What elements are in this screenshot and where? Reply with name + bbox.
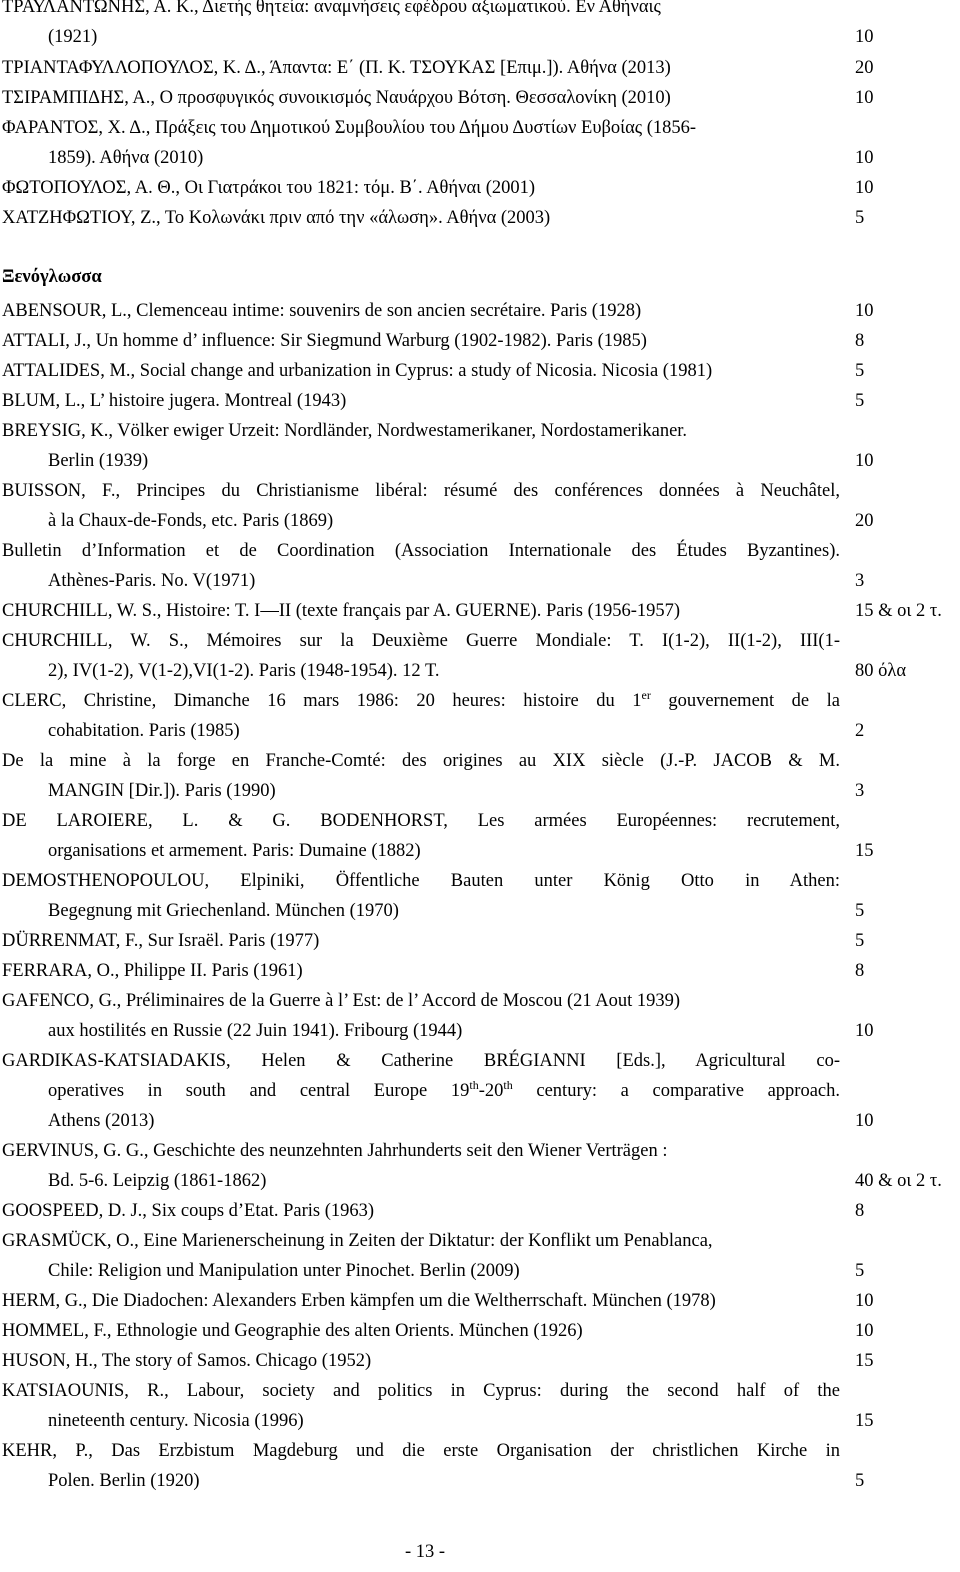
- foreign-entry: [2, 986, 874, 1046]
- foreign-entry: [2, 326, 865, 356]
- entry-line: 2), IV(1-2), V(1-2),VI(1-2). Paris (1948-1954). 12 T.: [48, 661, 440, 681]
- entry-line: Chile: Religion und Manipulation unter Pinochet. Berlin (2009): [48, 1261, 520, 1281]
- foreign-entry: [2, 626, 907, 686]
- entry-value: 10: [855, 1111, 874, 1131]
- foreign-entry: [2, 1136, 942, 1196]
- entry-line: DEMOSTHENOPOULOU, Elpiniki, Öffentliche Bauten unter König Otto in Athen:: [2, 871, 840, 891]
- entry-value: 8: [855, 961, 865, 981]
- entry-value: 10: [855, 148, 874, 168]
- entry-value: 15: [855, 1411, 874, 1431]
- entry-value: 5: [855, 931, 865, 951]
- entry-value: 20: [855, 511, 874, 531]
- entry-line: KEHR, P., Das Erzbistum Magdeburg und die erste Organisation der christlichen Kirche in: [2, 1441, 840, 1461]
- entry-value: 40 & οι 2 τ.: [855, 1171, 942, 1191]
- entry-value: 8: [855, 1201, 865, 1221]
- foreign-entry: [2, 356, 865, 386]
- foreign-entry: [2, 686, 865, 746]
- entry-line: GERVINUS, G. G., Geschichte des neunzehnten Jahrhunderts seit den Wiener Verträgen :: [2, 1141, 668, 1161]
- entry-line: cohabitation. Paris (1985): [48, 721, 240, 741]
- foreign-entry: [2, 1436, 865, 1496]
- entry-value: 10: [855, 88, 874, 108]
- entry-line: GOOSPEED, D. J., Six coups d’Etat. Paris (1963): [2, 1201, 375, 1221]
- entry-line: Bulletin d’Information et de Coordination (Association Internationale des Études Byzantines).: [2, 541, 840, 561]
- entry-value: 10: [855, 1291, 874, 1311]
- foreign-entry: [2, 1346, 874, 1376]
- entry-line: HERM, G., Die Diadochen: Alexanders Erben kämpfen um die Weltherrschaft. München (1978): [2, 1291, 716, 1311]
- entry-value: 10: [855, 178, 874, 198]
- entry-line: operatives in south and central Europe 19th-20th century: a comparative approach.: [48, 1078, 841, 1101]
- entry-line: aux hostilités en Russie (22 Juin 1941). Fribourg (1944): [48, 1021, 463, 1041]
- foreign-entry: [2, 1316, 874, 1346]
- entry-line: (1921): [48, 27, 98, 47]
- entry-line: HUSON, H., The story of Samos. Chicago (1952): [2, 1351, 372, 1371]
- foreign-entry: [2, 596, 942, 626]
- entry-value: 80 όλα: [855, 661, 907, 681]
- entry-line: Athènes-Paris. No. V(1971): [48, 571, 256, 591]
- entry-line: GAFENCO, G., Préliminaires de la Guerre à l’ Est: de l’ Accord de Moscou (21 Aout 1939): [2, 991, 681, 1011]
- entry-line: BREYSIG, K., Völker ewiger Urzeit: Nordländer, Nordwestamerikaner, Nordostamerikaner.: [2, 421, 688, 441]
- section-title-foreign: Ξενόγλωσσα: [2, 267, 102, 287]
- entry-line: à la Chaux-de-Fonds, etc. Paris (1869): [48, 511, 334, 531]
- greek-entry: [2, 203, 865, 233]
- entry-value: 5: [855, 391, 865, 411]
- entry-line: CHURCHILL, W. S., Histoire: T. I—II (texte français par A. GUERNE). Paris (1956-1957): [2, 601, 681, 621]
- foreign-entry: [2, 1376, 874, 1436]
- entry-line: Begegnung mit Griechenland. München (1970): [48, 901, 399, 921]
- foreign-entry: [2, 536, 865, 596]
- foreign-entry: [2, 866, 865, 926]
- entry-value: 15: [855, 1351, 874, 1371]
- foreign-entry: [2, 1286, 874, 1316]
- entry-value: 10: [855, 1321, 874, 1341]
- entry-value: 5: [855, 1261, 865, 1281]
- entry-line: ΤΡΙΑΝΤΑΦΥΛΛΟΠΟΥΛΟΣ, Κ. Δ., Άπαντα: Ε΄ (Π. Κ. ΤΣΟΥΚΑΣ [Επιμ.]). Αθήνα (2013): [2, 58, 671, 78]
- entry-line: DE LAROIERE, L. & G. BODENHORST, Les armées Européennes: recrutement,: [2, 811, 840, 831]
- entry-line: MANGIN [Dir.]). Paris (1990): [48, 781, 276, 801]
- entry-value: 5: [855, 901, 865, 921]
- entry-line: ΦΑΡΑΝΤΟΣ, Χ. Δ., Πράξεις του Δημοτικού Συμβουλίου του Δήμου Δυστίων Ευβοίας (1856-: [2, 118, 697, 138]
- foreign-entry: [2, 746, 865, 806]
- entry-line: ΦΩΤΟΠΟΥΛΟΣ, Α. Θ., Οι Γιατράκοι του 1821: τόμ. Β΄. Αθήναι (2001): [2, 178, 536, 198]
- greek-entry: [2, 53, 874, 83]
- entry-value: 2: [855, 721, 865, 741]
- entry-line: 1859). Αθήνα (2010): [48, 148, 204, 168]
- entry-line: Athens (2013): [48, 1111, 155, 1131]
- entry-line: GARDIKAS-KATSIADAKIS, Helen & Catherine BRÉGIANNI [Eds.], Agricultural co-: [2, 1051, 840, 1071]
- entry-line: DÜRRENMAT, F., Sur Israël. Paris (1977): [2, 931, 320, 951]
- entry-line: BLUM, L., L’ histoire jugera. Montreal (1943): [2, 391, 347, 411]
- entry-line: FERRARA, O., Philippe II. Paris (1961): [2, 961, 303, 981]
- entry-line: nineteenth century. Nicosia (1996): [48, 1411, 304, 1431]
- entry-line: KATSIAOUNIS, R., Labour, society and politics in Cyprus: during the second half of the: [2, 1381, 840, 1401]
- greek-entry: [2, 113, 874, 173]
- entry-line: ATTALI, J., Un homme d’ influence: Sir Siegmund Warburg (1902-1982). Paris (1985): [2, 331, 647, 351]
- entry-line: Polen. Berlin (1920): [48, 1471, 200, 1491]
- entry-value: 5: [855, 208, 865, 228]
- entry-value: 10: [855, 1021, 874, 1041]
- entry-line: ABENSOUR, L., Clemenceau intime: souvenirs de son ancien secrétaire. Paris (1928): [2, 301, 642, 321]
- foreign-entry: [2, 296, 874, 326]
- foreign-entry: [2, 1226, 865, 1286]
- entry-line: ΤΣΙΡΑΜΠΙΔΗΣ, Α., Ο προσφυγικός συνοικισμός Ναυάρχου Βότση. Θεσσαλονίκη (2010): [2, 88, 671, 108]
- entry-line: De la mine à la forge en Franche-Comté: des origines au XIX siècle (J.-P. JACOB & M.: [2, 751, 840, 771]
- entry-value: 8: [855, 331, 865, 351]
- entry-value: 10: [855, 451, 874, 471]
- entry-line: CHURCHILL, W. S., Mémoires sur la Deuxième Guerre Mondiale: T. I(1-2), II(1-2), III(1-: [2, 631, 840, 651]
- greek-entry: [2, 83, 874, 113]
- entry-line: HOMMEL, F., Ethnologie und Geographie des alten Orients. München (1926): [2, 1321, 583, 1341]
- entry-line: Berlin (1939): [48, 451, 149, 471]
- entry-value: 15 & οι 2 τ.: [855, 601, 942, 621]
- foreign-entry: [2, 926, 865, 956]
- entry-line: organisations et armement. Paris: Dumaine (1882): [48, 841, 421, 861]
- entry-value: 10: [855, 301, 874, 321]
- entry-line: ΧΑΤΖΗΦΩΤΙΟΥ, Ζ., Το Κολωνάκι πριν από την «άλωση». Αθήνα (2003): [2, 208, 551, 228]
- entry-value: 5: [855, 361, 865, 381]
- entry-value: 20: [855, 58, 874, 78]
- page-number: - 13 -: [404, 1542, 446, 1562]
- foreign-entry: [2, 1046, 874, 1136]
- entry-line: GRASMÜCK, O., Eine Marienerscheinung in Zeiten der Diktatur: der Konflikt um Penablanca,: [2, 1231, 713, 1251]
- foreign-entry: [2, 386, 865, 416]
- entry-value: 10: [855, 27, 874, 47]
- greek-entry: [2, 0, 874, 52]
- entry-line: ΤΡΑΥΛΑΝΤΩΝΗΣ, Α. Κ., Διετής θητεία: αναμνήσεις εφέδρου αξιωματικού. Εν Αθήναις: [2, 0, 661, 17]
- foreign-entry: [2, 806, 874, 866]
- entry-line: CLERC, Christine, Dimanche 16 mars 1986: 20 heures: histoire du 1er gouvernement de la: [2, 688, 840, 711]
- entry-value: 15: [855, 841, 874, 861]
- entry-line: BUISSON, F., Principes du Christianisme libéral: résumé des conférences données à Neuchâtel,: [2, 481, 840, 501]
- entry-line: Bd. 5-6. Leipzig (1861-1862): [48, 1171, 267, 1191]
- entry-value: 5: [855, 1471, 865, 1491]
- foreign-entry: [2, 416, 874, 476]
- greek-entry: [2, 173, 874, 203]
- foreign-entry: [2, 476, 874, 536]
- entry-value: 3: [855, 571, 865, 591]
- foreign-entry: [2, 956, 865, 986]
- foreign-entry: [2, 1196, 865, 1226]
- entry-line: ATTALIDES, M., Social change and urbanization in Cyprus: a study of Nicosia. Nicosia (1981): [2, 361, 713, 381]
- entry-value: 3: [855, 781, 865, 801]
